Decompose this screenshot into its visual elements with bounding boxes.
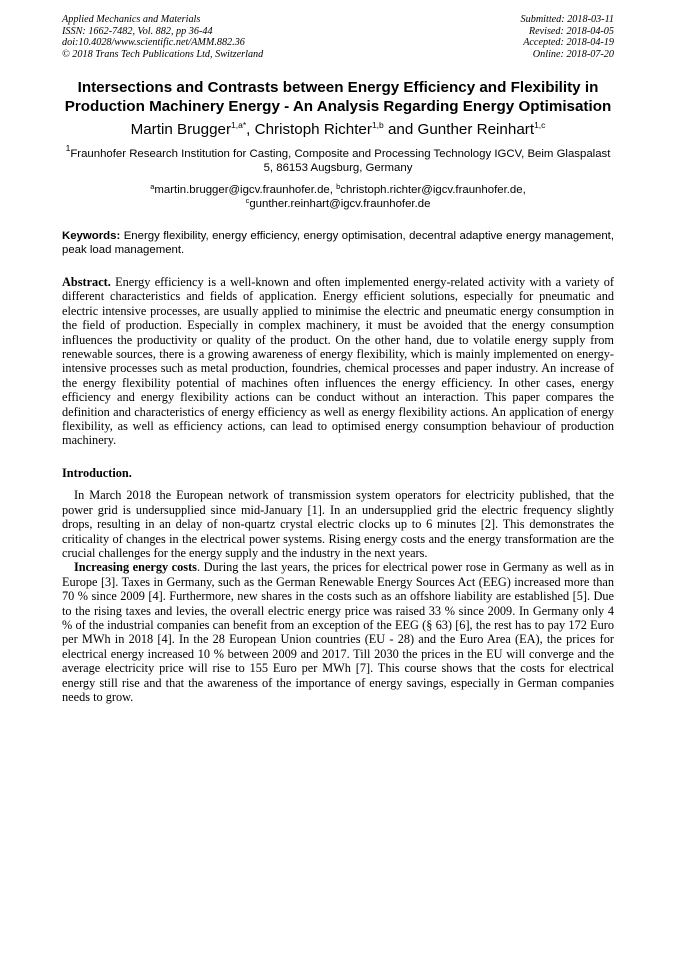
body-paragraph [62,488,614,560]
abstract [62,275,614,448]
date-revised: Revised: 2018-04-05 [528,25,614,37]
paragraph-text: . During the last years, the prices for electrical power rose in Germany as well as in Europe [3]. Taxes in Germany, such as the German Renewable Energy Sources Act (EEG) increased more than 70 % since 2009 [4]. Furthermore, new shares in the costs such as an offshore liability are established [5]. Due to the rising taxes and levies, the overall electric energy price was raised 33 % since 2009. In Germany only 4 % of the industrial companies can benefit from an exception of the EEG (§ 63) [6], the rest has to pay 172 Euro per MWh in 2018 [4]. In the 28 European Union countries (EU - 28) and the Euro Area (EA), the prices for electrical energy increased 10 % between 2009 and 2017. Till 2030 the prices in the EU will converge and the average electricity price will rise to 155 Euro per MWh [7]. This course shows that the costs for electrical energy still rise and that the awareness of the importance of energy savings, especially in German companies needs to grow. [62,560,615,704]
author-emails [62,183,614,211]
author-affiliation-mark: 1,a* [231,120,247,130]
author-name: Gunther Reinhart [417,121,535,138]
paper-page [62,14,614,704]
author-affiliation-mark: 1,c [534,120,546,130]
paragraph-text: In March 2018 the European network of transmission system operators for electricity published, that the power grid is undersupplied since mid-January [1]. In an undersupplied grid the electric frequency slightly drops, resulting in an delay of non-quartz crystal electric clocks up to 6 minutes [2]. This demonstrates the criticality of changes in the electrical power systems. Rising energy costs and the energy transformation are the crucial challenges for the energy supply and the industry in the next years. [62,488,614,560]
author-name: Martin Brugger [130,121,232,138]
author-affiliation-mark: 1,b [371,120,384,130]
abstract-label: Abstract. [62,275,111,289]
author-list [62,120,614,139]
affiliation-text: Fraunhofer Research Institution for Casting, Composite and Processing Technology IGCV, Beim Glaspalast 5, 86153 Augsburg, Germany [70,148,611,174]
date-submitted: Submitted: 2018-03-11 [520,14,614,25]
email-mark: b [336,182,341,191]
abstract-text: Energy efficiency is a well-known and often implemented energy-related activity with a variety of different characteristics and fields of application. Energy efficient solutions, especially for pneumatic and electric intensive processes, are usually applied to minimise the electric and pneumatic energy consumption in the field of production. Especially in complex machinery, it must be avoided that the energy consumption influences the productivity or quality of the product. On the other hand, due to volatile energy supply from renewable sources, there is a growing awareness of energy flexibility, which is mainly implemented on energy-intensive processes such as metal production, foundries, chemical processes and paper industry. An increase of the energy flexibility potential of machines often influences the energy efficiency. In other cases, energy efficiency and energy flexibility actions can be conduct without an interaction. This paper compares the definition and characteristics of energy efficiency as well as energy flexibility actions. An application of energy flexibility, as well as efficiency actions, can lead to optimised energy consumption behaviour of production machinery. [62,275,614,448]
journal-issn: ISSN: 1662-7482, Vol. 882, pp 36-44 [62,25,213,37]
keywords-text: Energy flexibility, energy efficiency, energy optimisation, decentral adaptive energy management, peak load management. [62,230,614,256]
journal-doi: doi:10.4028/www.scientific.net/AMM.882.36 [62,37,245,49]
email-address[interactable]: gunther.reinhart@igcv.fraunhofer.de [249,198,431,210]
journal-header [62,14,614,66]
affiliation [62,143,614,175]
paragraph-run-in-heading: Increasing energy costs [74,560,197,575]
journal-copyright: © 2018 Trans Tech Publications Ltd, Switzerland [62,48,264,60]
email-address[interactable]: martin.brugger@igcv.fraunhofer.de, [154,184,337,196]
email-address[interactable]: christoph.richter@igcv.fraunhofer.de, [340,184,526,196]
journal-name: Applied Mechanics and Materials [62,14,201,25]
submission-dates [521,14,614,60]
email-mark: c [245,196,250,205]
keywords [62,229,614,257]
affiliation-mark: 1 [65,143,71,153]
author-separator: , [246,121,255,138]
keywords-label: Keywords: [62,230,121,242]
journal-info [62,14,263,60]
email-mark: a [150,182,155,191]
section-heading-introduction: Introduction. [62,465,132,480]
author-separator: and [383,121,418,138]
date-accepted: Accepted: 2018-04-19 [523,37,614,49]
author-name: Christoph Richter [254,121,372,138]
paper-title: Intersections and Contrasts between Energy Efficiency and Flexibility in Production Machinery Energy - An Analysis Regarding Energy Optimisation [64,79,612,115]
body-paragraph [62,560,614,704]
date-online: Online: 2018-07-20 [532,48,614,60]
